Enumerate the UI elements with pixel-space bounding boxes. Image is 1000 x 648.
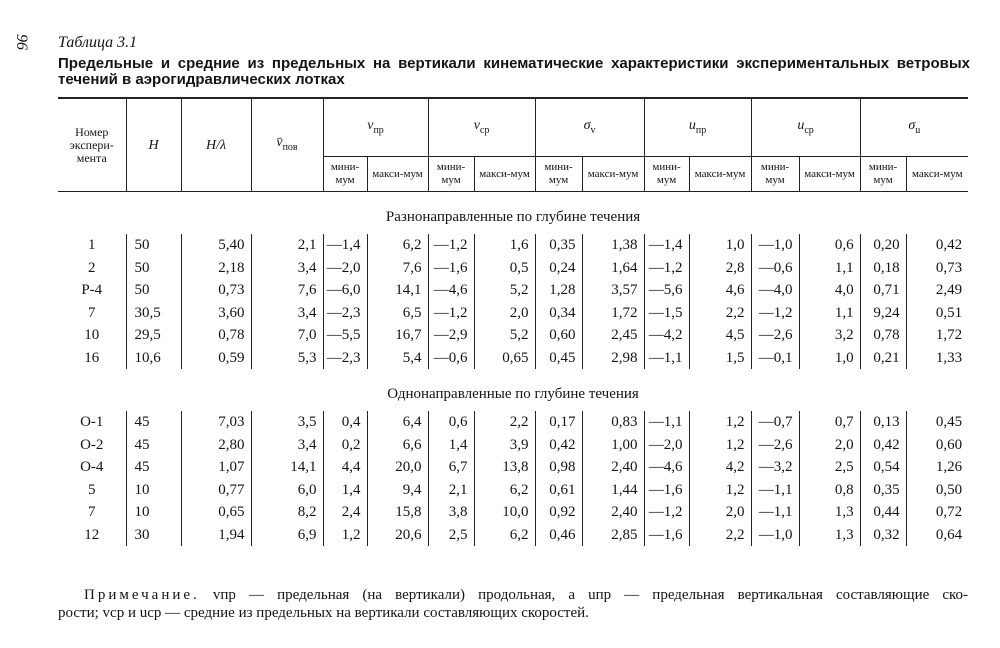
header-group-symbol: v — [367, 117, 374, 133]
note-lead: Примечание. — [84, 587, 200, 603]
table-cell: 2,8 — [689, 257, 751, 280]
table-cell: 10 — [126, 501, 181, 524]
table-row — [58, 501, 968, 524]
table-cell: 1,0 — [799, 347, 860, 370]
table-cell: 1,4 — [428, 434, 474, 457]
experiment-id-cell: O-4 — [80, 459, 104, 476]
table-label: Таблица 3.1 — [58, 34, 138, 51]
table-cell: 2,49 — [906, 279, 968, 302]
table-cell: 2,80 — [181, 434, 251, 457]
section-title: Однонаправленные по глубине течения — [387, 386, 639, 402]
table-cell: 3,4 — [251, 257, 323, 280]
table-cell: 0,24 — [535, 257, 582, 280]
table-cell: —2,3 — [323, 347, 367, 370]
table-cell: 0,44 — [860, 501, 906, 524]
table-cell: —1,0 — [751, 524, 799, 547]
table-cell: 6,7 — [428, 456, 474, 479]
table-cell: 0,65 — [181, 501, 251, 524]
table-cell: 0,77 — [181, 479, 251, 502]
table-cell: 1,3 — [799, 524, 860, 547]
table-cell: 0,42 — [535, 434, 582, 457]
table-cell: 2,4 — [323, 501, 367, 524]
table-cell: 0,42 — [860, 434, 906, 457]
table-cell: 2,2 — [689, 524, 751, 547]
header-max: макси-мум — [799, 157, 860, 192]
table-cell: 4,0 — [799, 279, 860, 302]
table-cell: 0,17 — [535, 411, 582, 434]
experiment-id-cell: 7 — [88, 504, 96, 521]
table-cell: —1,2 — [428, 302, 474, 325]
table-cell: 4,4 — [323, 456, 367, 479]
table-cell: 1,1 — [799, 257, 860, 280]
table-cell: 16,7 — [367, 324, 428, 347]
header-group-symbol: v — [473, 117, 480, 133]
section-header-row — [58, 192, 968, 235]
table-cell: —2,6 — [751, 434, 799, 457]
table-cell: 1,5 — [689, 347, 751, 370]
table-cell: —2,0 — [644, 434, 689, 457]
table-cell: 0,65 — [474, 347, 535, 370]
table-cell: 0,6 — [799, 234, 860, 257]
table-row — [58, 279, 968, 302]
table-cell: 0,78 — [860, 324, 906, 347]
table-cell: 3,4 — [251, 434, 323, 457]
table-cell: 1,26 — [906, 456, 968, 479]
table-cell: 2,2 — [689, 302, 751, 325]
header-v-surface-sub: пов — [282, 141, 298, 153]
table-cell: 0,73 — [181, 279, 251, 302]
table-row — [58, 302, 968, 325]
data-table — [58, 97, 968, 546]
header-experiment: Номер экспери-мента — [69, 124, 114, 165]
table-cell: 6,2 — [367, 234, 428, 257]
table-cell: 1,2 — [323, 524, 367, 547]
table-cell: —4,2 — [644, 324, 689, 347]
table-cell: 0,50 — [906, 479, 968, 502]
table-cell: 7,6 — [251, 279, 323, 302]
table-cell: 7,0 — [251, 324, 323, 347]
header-group-v-sr — [428, 98, 535, 157]
table-cell: —0,6 — [751, 257, 799, 280]
table-cell: —1,1 — [751, 501, 799, 524]
header-group-subscript: ср — [804, 124, 814, 136]
header-min: мини-мум — [323, 157, 367, 192]
table-cell: 0,5 — [474, 257, 535, 280]
table-cell: 0,60 — [906, 434, 968, 457]
section-header-row — [58, 369, 968, 411]
table-cell: —1,2 — [644, 257, 689, 280]
table-cell: 0,35 — [860, 479, 906, 502]
table-cell: 14,1 — [251, 456, 323, 479]
title-line-1: Предельные и средние из предельных на вертикали кинематические характеристики экспериментальных ветровых — [58, 55, 970, 72]
table-cell: —5,5 — [323, 324, 367, 347]
header-group-v-pr — [323, 98, 428, 157]
table-cell: 2,40 — [582, 456, 644, 479]
table-cell: 0,98 — [535, 456, 582, 479]
table-cell: 1,72 — [906, 324, 968, 347]
table-cell: 1,0 — [689, 234, 751, 257]
experiment-id-cell: 7 — [88, 304, 96, 321]
table-cell: 1,64 — [582, 257, 644, 280]
table-cell: 6,6 — [367, 434, 428, 457]
table-cell: —2,0 — [323, 257, 367, 280]
table-cell: 30,5 — [126, 302, 181, 325]
table-cell: 0,83 — [582, 411, 644, 434]
experiment-id-cell: 2 — [88, 259, 96, 276]
table-row — [58, 234, 968, 257]
header-group-subscript: пр — [695, 124, 707, 136]
table-cell: 3,57 — [582, 279, 644, 302]
table-cell: 3,2 — [799, 324, 860, 347]
table-cell: —1,2 — [644, 501, 689, 524]
table-cell: 1,00 — [582, 434, 644, 457]
table-row — [58, 479, 968, 502]
table-cell: 0,54 — [860, 456, 906, 479]
table-cell: 2,40 — [582, 501, 644, 524]
table-title — [58, 56, 970, 88]
table-cell: 1,3 — [799, 501, 860, 524]
title-line-2: течений в аэрогидравлических лотках — [58, 71, 345, 88]
table-cell: 0,8 — [799, 479, 860, 502]
header-group-u-pr — [644, 98, 751, 157]
header-h-lambda: H/λ — [181, 98, 251, 192]
table-cell: 4,6 — [689, 279, 751, 302]
table-cell: —4,6 — [428, 279, 474, 302]
header-max: макси-мум — [582, 157, 644, 192]
table-row — [58, 411, 968, 434]
table-cell: —2,3 — [323, 302, 367, 325]
table-row — [58, 324, 968, 347]
header-group-subscript: пр — [373, 124, 384, 136]
table-cell: 2,0 — [689, 501, 751, 524]
table-row — [58, 434, 968, 457]
table-cell: —0,6 — [428, 347, 474, 370]
table-cell: 0,6 — [428, 411, 474, 434]
table-cell: —4,0 — [751, 279, 799, 302]
table-cell: —4,6 — [644, 456, 689, 479]
table-row — [58, 456, 968, 479]
note-text-1: vпр — предельная (на вертикали) продольная, а uпр — предельная вертикальная составляющие ско- — [212, 587, 969, 603]
table-cell: —6,0 — [323, 279, 367, 302]
table-cell: —1,2 — [751, 302, 799, 325]
table-cell: 0,45 — [906, 411, 968, 434]
header-v-surface-sym: v̄ — [276, 135, 283, 151]
table-cell: —1,1 — [751, 479, 799, 502]
table-cell: —1,4 — [323, 234, 367, 257]
table-cell: 50 — [126, 234, 181, 257]
table-cell: 0,4 — [323, 411, 367, 434]
header-group-symbol: σ — [583, 117, 591, 133]
table-cell: 5,4 — [367, 347, 428, 370]
table-cell: —2,6 — [751, 324, 799, 347]
table-cell: —1,2 — [428, 234, 474, 257]
table-cell: 1,4 — [323, 479, 367, 502]
header-min: мини-мум — [428, 157, 474, 192]
table-cell: 0,92 — [535, 501, 582, 524]
header-group-symbol: σ — [908, 117, 916, 133]
note-line-2: рости; vср и uср — средние из предельных на вертикали составляющих скоростей. — [58, 605, 589, 621]
experiment-id-cell: P-4 — [81, 282, 103, 299]
table-cell: 0,32 — [860, 524, 906, 547]
table-cell: —1,4 — [644, 234, 689, 257]
table-cell: 7,6 — [367, 257, 428, 280]
table-cell: 5,40 — [181, 234, 251, 257]
table-cell: 0,46 — [535, 524, 582, 547]
table-cell: 1,33 — [906, 347, 968, 370]
table-cell: 20,6 — [367, 524, 428, 547]
table-cell: —2,9 — [428, 324, 474, 347]
section-title: Разнонаправленные по глубине течения — [385, 209, 641, 225]
table-cell: 15,8 — [367, 501, 428, 524]
table-cell: 0,64 — [906, 524, 968, 547]
table-cell: —0,1 — [751, 347, 799, 370]
table-cell: 1,07 — [181, 456, 251, 479]
table-cell: 2,5 — [428, 524, 474, 547]
table-cell: 5,2 — [474, 279, 535, 302]
header-min: мини-мум — [644, 157, 689, 192]
header-min: мини-мум — [751, 157, 799, 192]
table-cell: 3,5 — [251, 411, 323, 434]
header-max: макси-мум — [474, 157, 535, 192]
experiment-id-cell: 10 — [84, 327, 100, 344]
header-max: макси-мум — [906, 157, 968, 192]
table-cell: 13,8 — [474, 456, 535, 479]
table-cell: 0,45 — [535, 347, 582, 370]
table-cell: 3,8 — [428, 501, 474, 524]
table-cell: 3,4 — [251, 302, 323, 325]
table-cell: 0,20 — [860, 234, 906, 257]
table-cell: 0,72 — [906, 501, 968, 524]
table-cell: —1,6 — [644, 524, 689, 547]
table-cell: 1,44 — [582, 479, 644, 502]
table-cell: 3,60 — [181, 302, 251, 325]
header-group-subscript: ср — [479, 124, 490, 136]
table-cell: 6,5 — [367, 302, 428, 325]
table-cell: 8,2 — [251, 501, 323, 524]
table-cell: 4,2 — [689, 456, 751, 479]
table-cell: 6,0 — [251, 479, 323, 502]
table-cell: 29,5 — [126, 324, 181, 347]
table-cell: 6,2 — [474, 479, 535, 502]
table-cell: 0,61 — [535, 479, 582, 502]
table-cell: —1,5 — [644, 302, 689, 325]
header-group-subscript: u — [915, 124, 921, 136]
table-cell: 0,60 — [535, 324, 582, 347]
header-group-symbol: u — [688, 117, 696, 133]
header-group-subscript: v — [590, 124, 596, 136]
table-cell: 9,4 — [367, 479, 428, 502]
table-cell: 5,3 — [251, 347, 323, 370]
table-cell: 1,72 — [582, 302, 644, 325]
table-cell: 30 — [126, 524, 181, 547]
table-cell: 1,28 — [535, 279, 582, 302]
table-cell: 0,21 — [860, 347, 906, 370]
table-cell: 2,0 — [799, 434, 860, 457]
table-row — [58, 347, 968, 370]
table-cell: 0,13 — [860, 411, 906, 434]
header-group-u-sr — [751, 98, 860, 157]
table-cell: 0,78 — [181, 324, 251, 347]
table-cell: 6,4 — [367, 411, 428, 434]
table-cell: 2,45 — [582, 324, 644, 347]
table-cell: 50 — [126, 257, 181, 280]
header-min: мини-мум — [860, 157, 906, 192]
page-number: 96 — [13, 34, 30, 50]
table-cell: 0,34 — [535, 302, 582, 325]
table-cell: 50 — [126, 279, 181, 302]
table-cell: 0,71 — [860, 279, 906, 302]
table-cell: 0,51 — [906, 302, 968, 325]
table-cell: 3,9 — [474, 434, 535, 457]
table-cell: 2,1 — [251, 234, 323, 257]
table-cell: —1,1 — [644, 347, 689, 370]
table-cell: 2,18 — [181, 257, 251, 280]
table-cell: 7,03 — [181, 411, 251, 434]
table-cell: 14,1 — [367, 279, 428, 302]
table-note — [58, 586, 969, 622]
header-v-surface — [251, 98, 323, 192]
table-cell: 1,2 — [689, 411, 751, 434]
table-row — [58, 257, 968, 280]
table-cell: 2,1 — [428, 479, 474, 502]
table-cell: 1,1 — [799, 302, 860, 325]
table-cell: 2,0 — [474, 302, 535, 325]
table-cell: 2,5 — [799, 456, 860, 479]
experiment-id-cell: 5 — [88, 481, 96, 498]
table-cell: 1,2 — [689, 479, 751, 502]
table-cell: 45 — [126, 411, 181, 434]
table-cell: 5,2 — [474, 324, 535, 347]
table-cell: 4,5 — [689, 324, 751, 347]
table-cell: —0,7 — [751, 411, 799, 434]
table-cell: —1,6 — [644, 479, 689, 502]
table-cell: 0,18 — [860, 257, 906, 280]
table-cell: 45 — [126, 456, 181, 479]
table-cell: 0,2 — [323, 434, 367, 457]
table-cell: 6,9 — [251, 524, 323, 547]
table-cell: 0,59 — [181, 347, 251, 370]
table-cell: 2,2 — [474, 411, 535, 434]
experiment-id-cell: O-2 — [80, 436, 104, 453]
table-cell: —1,0 — [751, 234, 799, 257]
header-group-symbol: u — [797, 117, 805, 133]
experiment-id-cell: 12 — [84, 526, 100, 543]
table-cell: 10,0 — [474, 501, 535, 524]
experiment-id-cell: 16 — [84, 349, 100, 366]
table-cell: —1,6 — [428, 257, 474, 280]
table-cell: —3,2 — [751, 456, 799, 479]
table-cell: 1,38 — [582, 234, 644, 257]
table-cell: 0,7 — [799, 411, 860, 434]
table-cell: 1,6 — [474, 234, 535, 257]
experiment-id-cell: 1 — [88, 237, 96, 254]
table-cell: 6,2 — [474, 524, 535, 547]
note-line-1 — [84, 586, 968, 604]
header-h: H — [126, 98, 181, 192]
header-min: мини-мум — [535, 157, 582, 192]
header-max: макси-мум — [689, 157, 751, 192]
table-cell: 2,85 — [582, 524, 644, 547]
header-group-sigma-v — [535, 98, 644, 157]
table-cell: 45 — [126, 434, 181, 457]
table-row — [58, 524, 968, 547]
header-max: макси-мум — [367, 157, 428, 192]
table-cell: —5,6 — [644, 279, 689, 302]
table-cell: —1,1 — [644, 411, 689, 434]
table-cell: 10,6 — [126, 347, 181, 370]
table-cell: 0,35 — [535, 234, 582, 257]
table-cell: 10 — [126, 479, 181, 502]
table-cell: 9,24 — [860, 302, 906, 325]
table-cell: 1,2 — [689, 434, 751, 457]
table-cell: 20,0 — [367, 456, 428, 479]
table-cell: 0,73 — [906, 257, 968, 280]
header-group-sigma-u — [860, 98, 968, 157]
table-cell: 2,98 — [582, 347, 644, 370]
experiment-id-cell: O-1 — [80, 414, 104, 431]
table-cell: 0,42 — [906, 234, 968, 257]
table-cell: 1,94 — [181, 524, 251, 547]
